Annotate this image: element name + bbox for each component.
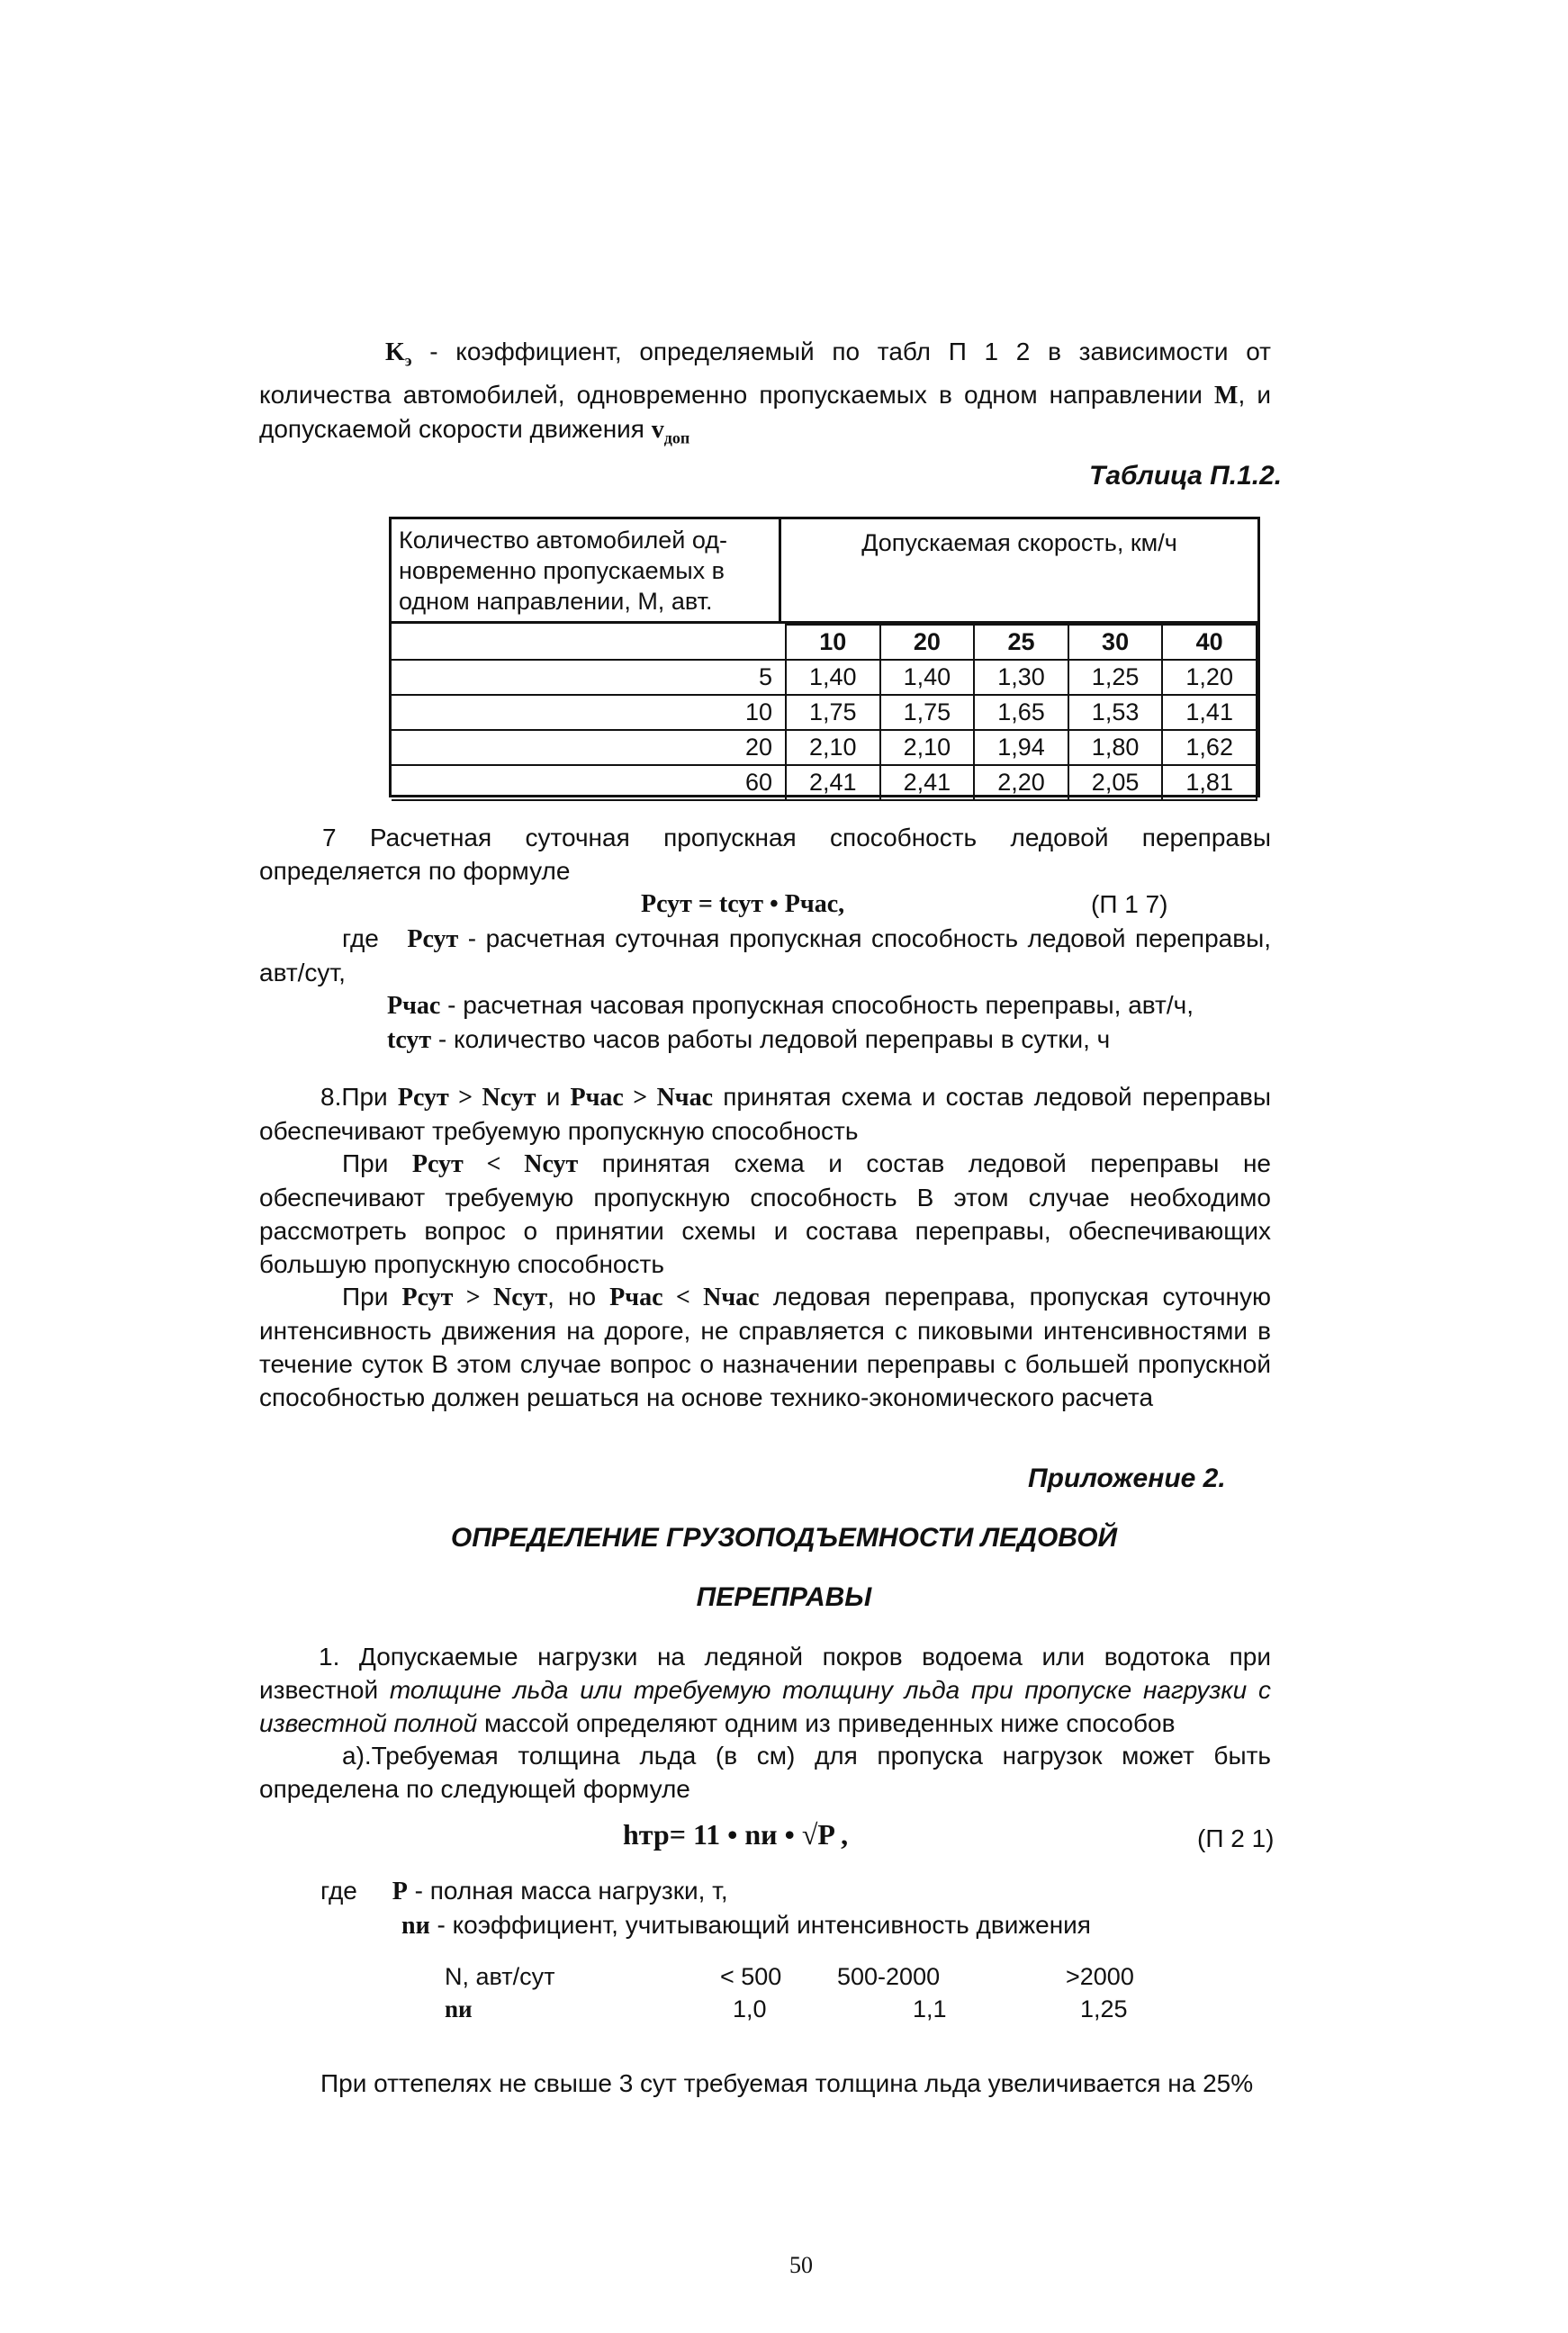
- table-cell: 2,41: [880, 765, 975, 800]
- section-8-text: и: [536, 1083, 571, 1111]
- table-row: [392, 695, 1257, 730]
- ni-table-cell: 1,0: [733, 1995, 767, 2022]
- condition: Pсут > Nсут: [397, 1084, 536, 1112]
- formula-p17-number: (П 1 7): [1091, 890, 1168, 918]
- section-8-text: При: [342, 1149, 412, 1177]
- formula-p21: hтр= 11 • nи • √P ,: [623, 1818, 849, 1851]
- where-prefix: где: [320, 1877, 357, 1905]
- appendix-text: массой определяют одним из приведенных ниже способов: [477, 1709, 1176, 1737]
- v-symbol-sub: доп: [663, 428, 690, 447]
- section-7-paragraph: [259, 821, 1271, 887]
- ni-table-row: [445, 1960, 1165, 1993]
- ni-table-cell: N, авт/сут: [445, 1963, 555, 1990]
- table-cell: 1,75: [786, 695, 880, 730]
- thaw-note: При оттепелях не свыше 3 сут требуемая толщина льда увеличивается на 25%: [320, 2069, 1254, 2097]
- table-cell: 2,10: [880, 730, 975, 765]
- table-row: [392, 730, 1257, 765]
- ni-table-cell: 500-2000: [837, 1963, 941, 1990]
- section-8-text: При: [342, 1283, 402, 1311]
- appendix-where-2: [401, 1908, 1302, 1942]
- section-8-text: 8.При: [320, 1083, 398, 1111]
- table-cell-empty: [392, 625, 786, 660]
- k-symbol-sub: э: [404, 351, 412, 370]
- where-text: - расчетная суточная пропускная способность ледовой переправы, авт/сут,: [259, 924, 1271, 986]
- appendix-text: а).Требуемая толщина льда (в см) для пропуска нагрузок может быть определена по следующей формуле: [259, 1742, 1271, 1803]
- where-text: - полная масса нагрузки, т,: [407, 1877, 728, 1905]
- table-body: [392, 624, 1257, 801]
- ni-table-cell: 1,25: [1080, 1995, 1128, 2022]
- ni-table-row: [445, 1993, 1165, 2025]
- condition: Pчас < Nчас: [609, 1284, 760, 1311]
- ni-table: [445, 1960, 1165, 2025]
- table-cell-m: 5: [392, 660, 786, 695]
- appendix-title-line-2: ПЕРЕПРАВЫ: [696, 1582, 872, 1612]
- appendix-paragraph-1: [259, 1640, 1271, 1740]
- table-row: [392, 660, 1257, 695]
- section-8-paragraph-1: [259, 1080, 1271, 1148]
- table-cell: 1,41: [1162, 695, 1257, 730]
- table-cell: 1,25: [1068, 660, 1163, 695]
- condition: Pсут < Nсут: [411, 1150, 579, 1178]
- formula-p21-number: (П 2 1): [1197, 1824, 1275, 1852]
- table-cell-speed: 10: [786, 625, 880, 660]
- table-cell: 1,62: [1162, 730, 1257, 765]
- table-caption: Таблица П.1.2.: [1089, 461, 1283, 491]
- table-cell: 1,20: [1162, 660, 1257, 695]
- table-cell: 1,81: [1162, 765, 1257, 800]
- table-cell: 1,30: [974, 660, 1068, 695]
- table-cell-speed: 20: [880, 625, 975, 660]
- section-8-text: ледовая переправа, пропуская суточную интенсивность движения на дороге, не справляется с пиковыми интенсивностями в течение суток В этом случае вопрос о назначении переправы с большей пропускной способностью должен решаться на основе технико-экономического расчета: [259, 1283, 1271, 1411]
- section-7-where-3: [387, 1022, 1287, 1057]
- v-symbol: v: [651, 415, 664, 444]
- table-cell: 2,20: [974, 765, 1068, 800]
- appendix-title-line-1: ОПРЕДЕЛЕНИЕ ГРУЗОПОДЪЕМНОСТИ ЛЕДОВОЙ: [450, 1523, 1118, 1553]
- section-8-text: принятая схема и состав ледовой переправы не обеспечивают требуемую пропускную способность В этом случае необходимо рассмотреть вопрос о принятии схемы и состава переправы, обеспечивающих большую пропускную способность: [259, 1149, 1271, 1278]
- where-text: - количество часов работы ледовой переправы в сутки, ч: [431, 1025, 1111, 1053]
- where-text: - коэффициент, учитывающий интенсивность движения: [429, 1911, 1091, 1939]
- intro-text-2: , и допускаемой скорости движения: [259, 380, 1271, 443]
- table-cell: 1,40: [880, 660, 975, 695]
- table-cell-speed: 30: [1068, 625, 1163, 660]
- formula-p17: Pсут = tсут • Pчас,: [641, 890, 845, 918]
- table-cell: 2,10: [786, 730, 880, 765]
- section-8-text: , но: [547, 1283, 610, 1311]
- where-prefix: где: [342, 924, 379, 952]
- page-number: 50: [789, 2252, 813, 2278]
- table-cell: 1,65: [974, 695, 1068, 730]
- where-symbol: Pчас: [387, 992, 441, 1020]
- table-cell: 1,53: [1068, 695, 1163, 730]
- where-symbol: nи: [401, 1912, 430, 1940]
- table-cell-speed: 25: [974, 625, 1068, 660]
- intro-paragraph: [259, 335, 1271, 455]
- where-text: - расчетная часовая пропускная способность переправы, авт/ч,: [440, 991, 1194, 1019]
- ni-table-cell: < 500: [720, 1963, 782, 1990]
- appendix-text: 1. Допускаемые нагрузки на ледяной покров водоема или водотока при известной: [259, 1643, 1271, 1704]
- appendix-where-1: [320, 1874, 1221, 1908]
- ni-table-cell: nи: [445, 1995, 473, 2022]
- section-7-where-2: [387, 988, 1287, 1022]
- table-cell: 2,41: [786, 765, 880, 800]
- appendix-label: Приложение 2.: [1028, 1464, 1226, 1493]
- table-header-count: Количество автомобилей од-новременно пропускаемых в одном направлении, М, авт.: [392, 519, 781, 624]
- table-cell: 1,40: [786, 660, 880, 695]
- section-8-paragraph-3: [259, 1280, 1271, 1414]
- ni-table-cell: 1,1: [913, 1995, 947, 2022]
- condition: Pсут > Nсут: [401, 1284, 548, 1311]
- section-7-text: 7 Расчетная суточная пропускная способность ледовой переправы определяется по формуле: [259, 824, 1271, 885]
- m-symbol: M: [1214, 381, 1239, 410]
- table-cell: 1,75: [880, 695, 975, 730]
- table-row-speeds: [392, 625, 1257, 660]
- condition: Pчас > Nчас: [570, 1084, 714, 1112]
- where-symbol: Pсут: [407, 925, 459, 953]
- section-7-where-1: [259, 922, 1271, 989]
- where-symbol: tсут: [387, 1026, 432, 1054]
- table-cell: 2,05: [1068, 765, 1163, 800]
- intro-text-1: - коэффициент, определяемый по табл П 1 2 в зависимости от количества автомобилей, одновременно пропускаемых в одном направлении: [259, 338, 1271, 409]
- table-cell-speed: 40: [1162, 625, 1257, 660]
- table-cell-m: 20: [392, 730, 786, 765]
- section-8-paragraph-2: [259, 1147, 1271, 1281]
- section-8-text: принятая схема и состав ледовой переправы обеспечивают требуемую пропускную способность: [259, 1083, 1272, 1145]
- table-header-speed: Допускаемая скорость, км/ч: [781, 519, 1257, 624]
- k-symbol: K: [385, 338, 405, 366]
- appendix-text-italic: толщине льда или требуемую толщину льда при пропуске нагрузки с известной полной: [259, 1676, 1271, 1737]
- table-cell: 1,80: [1068, 730, 1163, 765]
- ni-table-cell: >2000: [1066, 1963, 1134, 1990]
- table-cell: 1,94: [974, 730, 1068, 765]
- coefficient-table: [389, 517, 1260, 797]
- table-row: [392, 765, 1257, 800]
- table-cell-m: 60: [392, 765, 786, 800]
- where-symbol: P: [392, 1878, 408, 1905]
- appendix-paragraph-2: [259, 1739, 1271, 1806]
- table-cell-m: 10: [392, 695, 786, 730]
